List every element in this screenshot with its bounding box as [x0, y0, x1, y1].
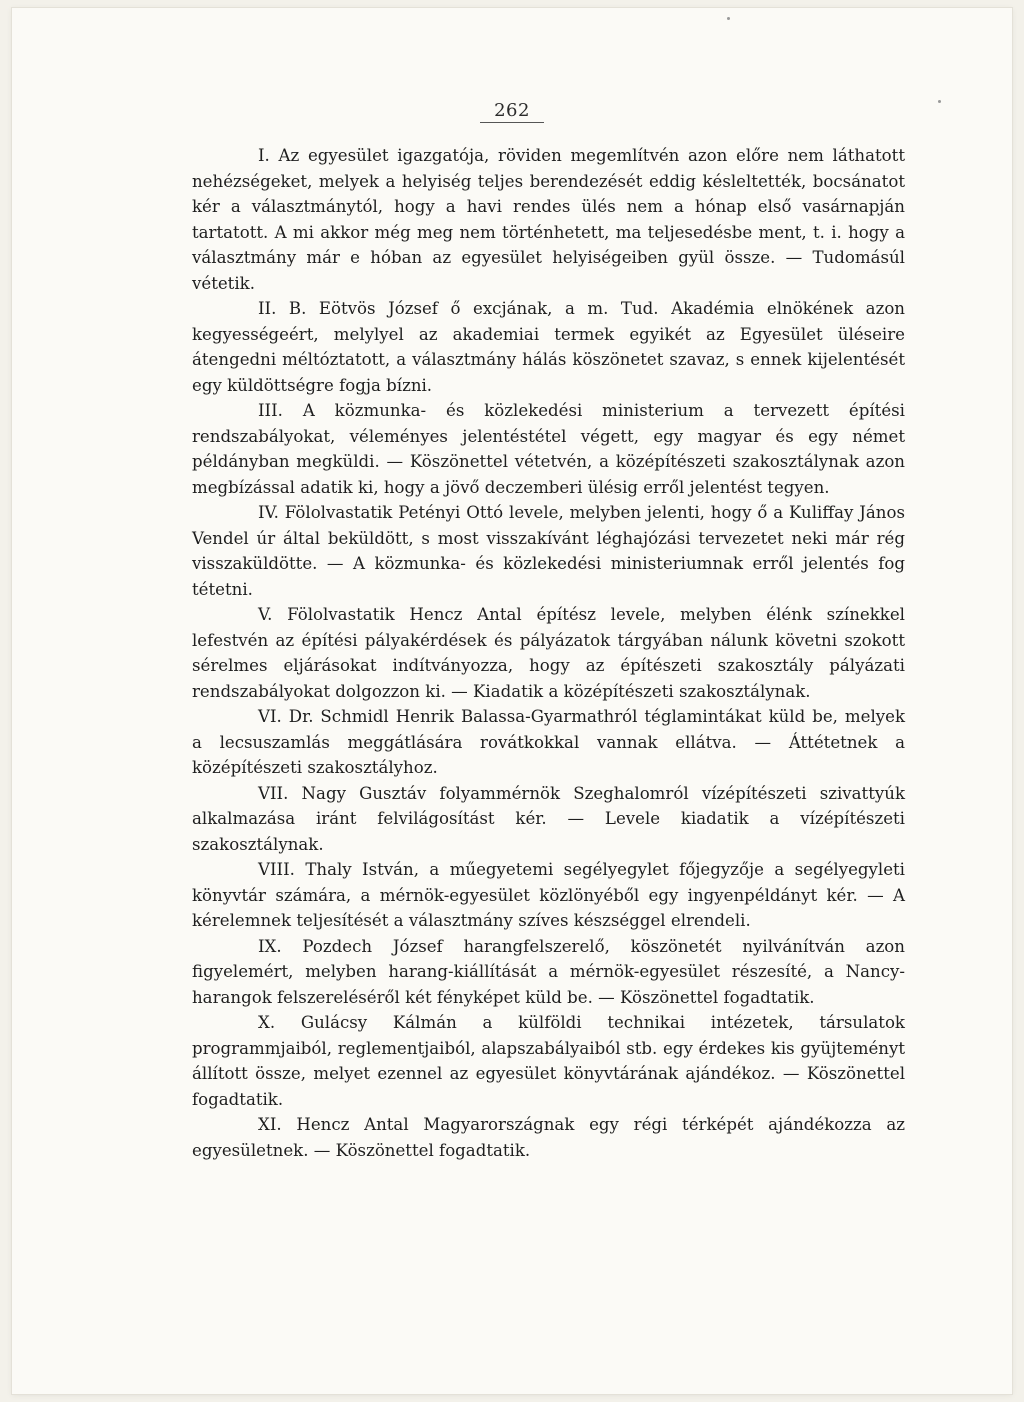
paragraph-ii: II. B. Eötvös József ő excjának, a m. Tud. Akadémia elnökének azon kegyességeért, melylyel az akademiai termek egyikét az Egyesület üléseire átengedni méltóztatott, a választmány hálás köszönetet szavaz, s ennek kijelentését egy küldöttségre fogja bízni.	[192, 299, 905, 395]
paragraph-ix: IX. Pozdech József harangfelszerelő, köszönetét nyilvánítván azon figyelemért, melyben harang-kiállítását a mérnök-egyesület részesíté, a Nancy-harangok felszereléséről két fényképet küld be. — Köszönettel fogadtatik.	[192, 936, 905, 1007]
paragraph-iv: IV. Fölolvastatik Petényi Ottó levele, melyben jelenti, hogy ő a Kuliffay János Vendel úr által beküldött, s most visszakívánt léghajózási tervezetet neki már rég visszaküldötte. — A közmunka- és közlekedési ministeriumnak erről jelentés fog tétetni.	[192, 503, 905, 599]
paragraph-iii: III. A közmunka- és közlekedési ministerium a tervezett építési rendszabályokat, véleményes jelentéstétel végett, egy magyar és egy német példányban megküldi. — Köszönettel vétetvén, a középítészeti szakosztálynak azon megbízással adatik ki, hogy a jövő deczemberi ülésig erről jelentést tegyen.	[192, 401, 905, 497]
paragraph-vi: VI. Dr. Schmidl Henrik Balassa-Gyarmathról téglamintákat küld be, melyek a lecsuszamlás meggátlására rovátkokkal vannak ellátva. — Áttétetnek a középítészeti szakosztályhoz.	[192, 707, 905, 777]
page-number	[0, 100, 1024, 121]
paragraph-x: X. Gulácsy Kálmán a külföldi technikai intézetek, társulatok programmjaiból, reglementjaiból, alapszabályaiból stb. egy érdekes kis gyüjteményt állított össze, melyet ezennel az egyesület könyvtárának ajándékoz. — Köszönettel fogadtatik.	[192, 1013, 905, 1109]
paper-speck	[727, 17, 730, 20]
paragraph-viii: VIII. Thaly István, a műegyetemi segélyegylet főjegyzője a segélyegyleti könyvtár számára, a mérnök-egyesület közlönyéből egy ingyenpéldányt kér. — A kérelemnek teljesítését a választmány szíves készséggel elrendeli.	[192, 860, 905, 930]
paragraph-v: V. Fölolvastatik Hencz Antal építész levele, melyben élénk színekkel lefestvén az építési pályakérdések és pályázatok tárgyában nálunk követni szokott sérelmes eljárásokat indítványozza, hogy az építészeti szakosztály pályázati rendszabályokat dolgozzon ki. — Kiadatik a középítészeti szakosztálynak.	[192, 605, 905, 701]
paragraph-vii: VII. Nagy Gusztáv folyammérnök Szeghalomról vízépítészeti szivattyúk alkalmazása iránt felvilágosítást kér. — Levele kiadatik a vízépítészeti szakosztálynak.	[192, 783, 905, 854]
paragraph-xi: XI. Hencz Antal Magyarországnak egy régi térképét ajándékozza az egyesületnek. — Köszönettel fogadtatik.	[192, 1115, 905, 1160]
document-body	[192, 143, 905, 1163]
paragraph-i: I. Az egyesület igazgatója, röviden megemlítvén azon előre nem láthatott nehézségeket, melyek a helyiség teljes berendezését eddig késleltették, bocsánatot kér a választmánytól, hogy a havi rendes ülés nem a hónap első vasárnapján tartatott. A mi akkor még meg nem történhetett, ma teljesedésbe ment, t. i. hogy a választmány már e hóban az egyesület helyiségeiben gyül össze. — Tudomásúl vétetik.	[192, 146, 905, 293]
page-number-text: 262	[480, 100, 544, 123]
